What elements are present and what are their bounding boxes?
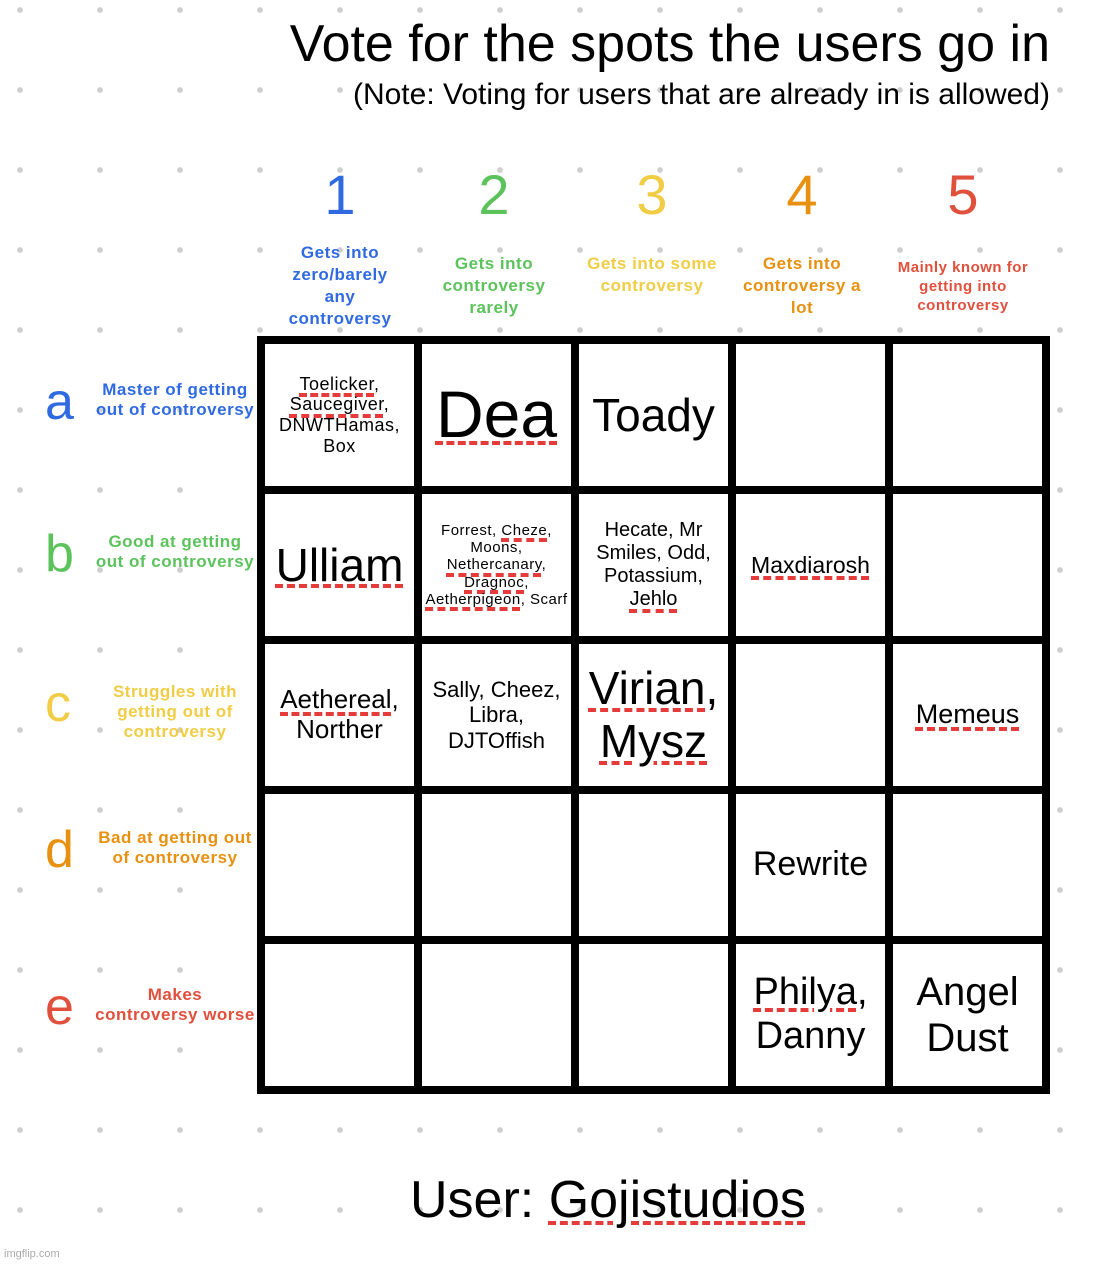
grid-cell-c1[interactable]: [265, 644, 414, 786]
grid-cell-c5[interactable]: [893, 644, 1042, 786]
cell-users: Philya, Danny: [753, 971, 868, 1057]
grid-cell-e1[interactable]: [265, 944, 414, 1086]
grid-cell-c2[interactable]: [422, 644, 571, 786]
grid-cell-a2[interactable]: [422, 344, 571, 486]
row-letter-d: d: [45, 821, 74, 879]
cell-users: Aethereal, Norther: [280, 684, 399, 744]
watermark: imgflip.com: [4, 1248, 60, 1260]
vote-grid: [257, 336, 1050, 1094]
grid-cell-e4[interactable]: [736, 944, 885, 1086]
row-description: Master of getting out of controversy: [95, 380, 255, 419]
column-description: Mainly known for getting into controversy: [897, 259, 1029, 314]
cell-users: Dea: [435, 377, 558, 452]
grid-cell-e2[interactable]: [422, 944, 571, 1086]
page-title: Vote for the spots the users go in: [289, 15, 1050, 73]
grid-cell-d2[interactable]: [422, 794, 571, 936]
grid-cell-e5[interactable]: [893, 944, 1042, 1086]
grid-cell-a1[interactable]: [265, 344, 414, 486]
column-number-3: 3: [636, 163, 668, 226]
row-letter-a: a: [45, 373, 74, 431]
grid-cell-a3[interactable]: [579, 344, 728, 486]
row-description: Struggles with getting out of controversy: [112, 682, 238, 741]
column-number-5: 5: [947, 163, 979, 226]
cell-users: Rewrite: [752, 845, 869, 884]
grid-cell-d5[interactable]: [893, 794, 1042, 936]
page-subtitle: (Note: Voting for users that are already in is allowed): [352, 78, 1050, 111]
grid-cell-a4[interactable]: [736, 344, 885, 486]
grid-cell-b3[interactable]: [579, 494, 728, 636]
grid-cell-b1[interactable]: [265, 494, 414, 636]
grid-cell-d3[interactable]: [579, 794, 728, 936]
grid-cell-e3[interactable]: [579, 944, 728, 1086]
cell-users: Memeus: [915, 699, 1020, 730]
grid-cell-d4[interactable]: [736, 794, 885, 936]
row-description: Bad at getting out of controversy: [98, 828, 252, 867]
cell-users: Sally, Cheez, Libra, DJTOffish: [432, 677, 561, 753]
row-letter-c: c: [45, 675, 71, 733]
user-label: User:: [410, 1171, 549, 1229]
cell-users: Toelicker, Saucegiver, DNWTHamas, Box: [279, 373, 400, 456]
row-letter-e: e: [45, 978, 74, 1036]
grid-cell-b2[interactable]: [422, 494, 571, 636]
row-description: Makes controversy worse: [95, 985, 255, 1024]
cell-users: Virian, Mysz: [588, 662, 719, 767]
cell-users: Forrest, Cheze, Moons, Nethercanary, Dragnoc, Aetherpigeon, Scarf: [425, 521, 568, 608]
row-letter-b: b: [45, 525, 74, 583]
column-number-1: 1: [324, 163, 356, 226]
cell-users: Ulliam: [275, 538, 404, 591]
grid-cell-a5[interactable]: [893, 344, 1042, 486]
column-description: Gets into controversy a lot: [743, 254, 861, 317]
column-description: Gets into some controversy: [587, 254, 717, 295]
grid-cell-b4[interactable]: [736, 494, 885, 636]
column-number-4: 4: [786, 163, 818, 226]
cell-users: Toady: [592, 388, 715, 441]
grid-cell-d1[interactable]: [265, 794, 414, 936]
column-description: Gets into zero/barely any controversy: [288, 243, 392, 328]
column-number-2: 2: [478, 163, 510, 226]
cell-users: Angel Dust: [916, 970, 1019, 1060]
column-description: Gets into controversy rarely: [442, 254, 546, 317]
cell-users: Hecate, Mr Smiles, Odd, Potassium, Jehlo: [596, 519, 711, 610]
grid-cell-c3[interactable]: [579, 644, 728, 786]
grid-cell-b5[interactable]: [893, 494, 1042, 636]
row-description: Good at getting out of controversy: [95, 532, 255, 571]
user-credit: [410, 1170, 806, 1230]
cell-users: Maxdiarosh: [751, 551, 870, 578]
grid-cell-c4[interactable]: [736, 644, 885, 786]
user-name: Gojistudios: [548, 1171, 806, 1229]
